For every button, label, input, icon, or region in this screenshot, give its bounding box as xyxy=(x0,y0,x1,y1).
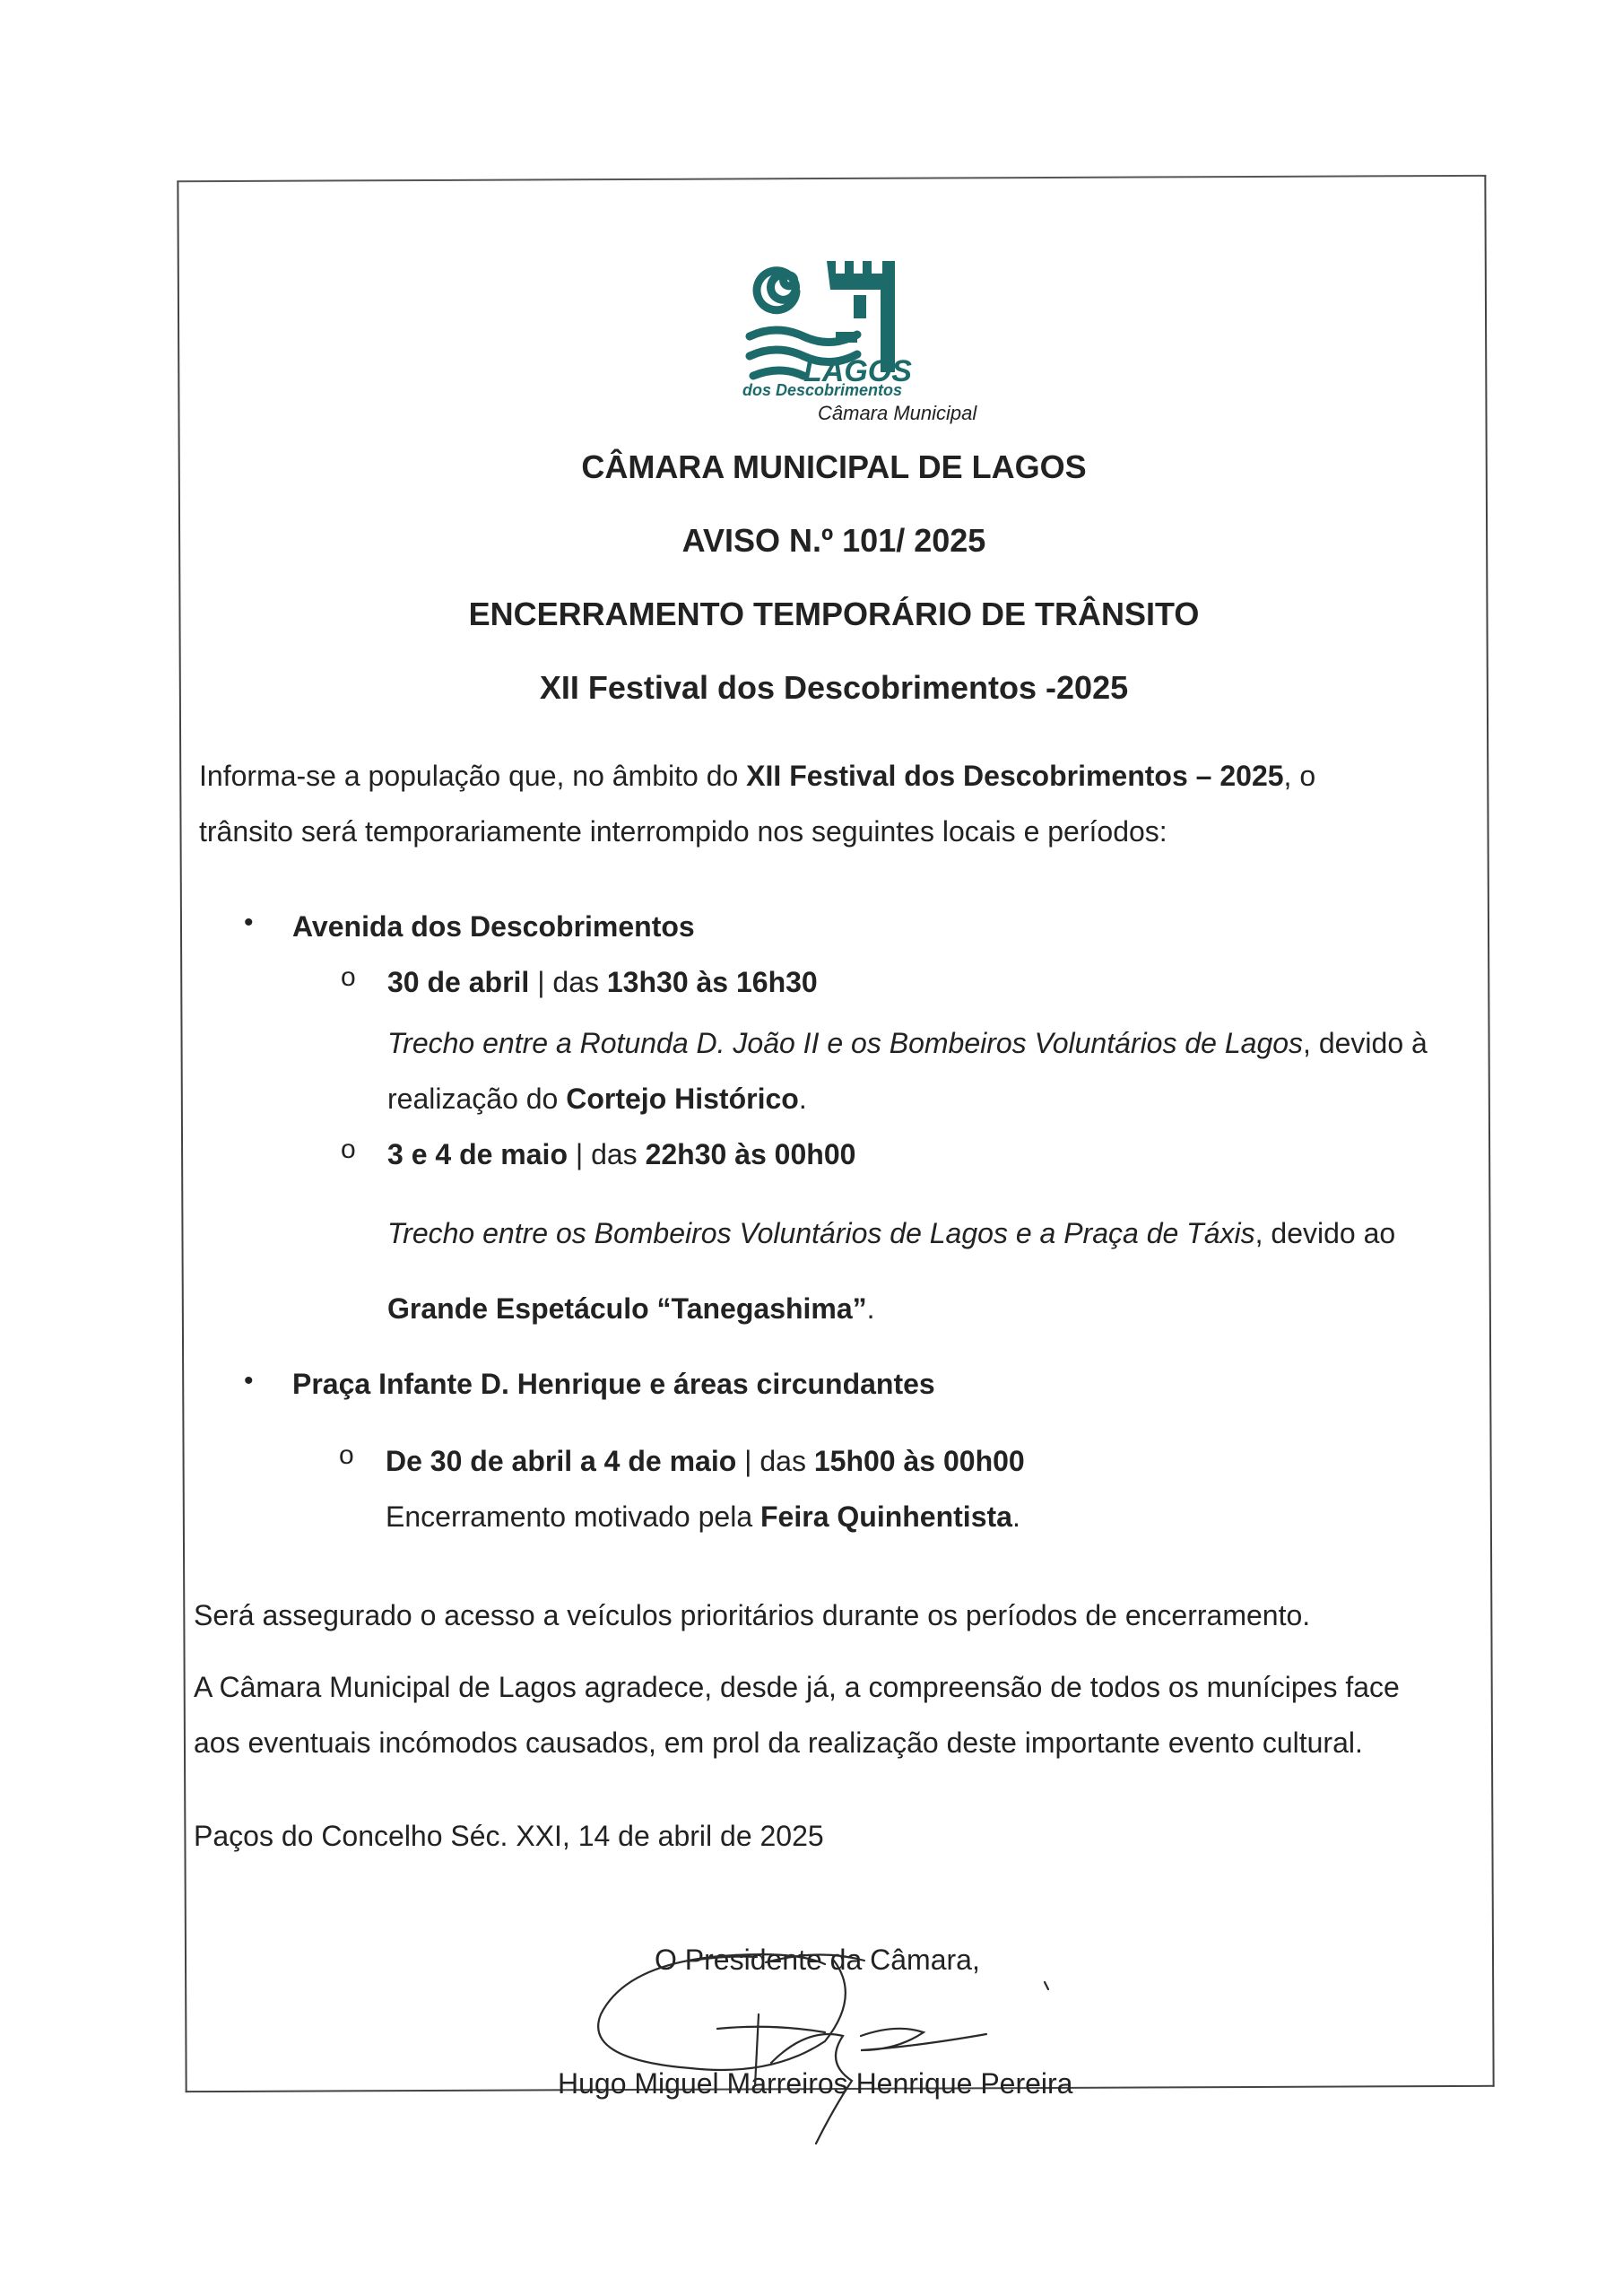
sub-bullet: o xyxy=(339,1440,354,1470)
notice-subject: ENCERRAMENTO TEMPORÁRIO DE TRÂNSITO xyxy=(468,596,1200,632)
handwritten-signature xyxy=(556,1928,1112,2161)
period-reason: realização do Cortejo Histórico. xyxy=(387,1083,807,1115)
signature-name: Hugo Miguel Marreiros Henrique Pereira xyxy=(558,2067,1073,2100)
period-line: 30 de abril | das 13h30 às 16h30 xyxy=(387,966,818,998)
place-date: Paços do Concelho Séc. XXI, 14 de abril de 2025 xyxy=(194,1820,824,1852)
signature-role: O Presidente da Câmara, xyxy=(655,1944,980,1976)
intro-line-1: Informa-se a população que, no âmbito do XII Festival dos Descobrimentos – 2025, o xyxy=(199,760,1316,792)
location-name: Avenida dos Descobrimentos xyxy=(292,910,695,943)
institution-title: CÂMARA MUNICIPAL DE LAGOS xyxy=(581,448,1087,485)
priority-note: Será assegurado o acesso a veículos prioritários durante os períodos de encerramento. xyxy=(194,1599,1311,1631)
logo-brand: LAGOS xyxy=(803,354,912,388)
thanks-line-2: aos eventuais incómodos causados, em prol da realização deste importante evento cultural. xyxy=(194,1726,1363,1759)
thanks-line-1: A Câmara Municipal de Lagos agradece, desde já, a compreensão de todos os munícipes face xyxy=(194,1671,1400,1703)
location-name: Praça Infante D. Henrique e áreas circundantes xyxy=(292,1368,935,1400)
period-line: 3 e 4 de maio | das 22h30 às 00h00 xyxy=(387,1138,856,1170)
period-description: Trecho entre a Rotunda D. João II e os Bombeiros Voluntários de Lagos, devido à xyxy=(387,1027,1428,1059)
notice-number: AVISO N.º 101/ 2025 xyxy=(681,522,986,559)
event-title: XII Festival dos Descobrimentos -2025 xyxy=(539,669,1129,706)
period-line: De 30 de abril a 4 de maio | das 15h00 às 00h00 xyxy=(386,1445,1025,1477)
period-reason: Encerramento motivado pela Feira Quinhentista. xyxy=(386,1500,1020,1533)
logo-subtitle: Câmara Municipal xyxy=(818,402,977,424)
bullet: • xyxy=(244,908,254,937)
bullet: • xyxy=(244,1366,254,1396)
sub-bullet: o xyxy=(341,1135,356,1164)
sub-bullet: o xyxy=(341,962,356,992)
intro-event: XII Festival dos Descobrimentos – 2025 xyxy=(746,760,1284,792)
period-description: Trecho entre os Bombeiros Voluntários de Lagos e a Praça de Táxis, devido ao xyxy=(387,1217,1396,1249)
intro-line-2: trânsito será temporariamente interrompido nos seguintes locais e períodos: xyxy=(199,815,1167,848)
period-reason: Grande Espetáculo “Tanegashima”. xyxy=(387,1292,875,1325)
logo-tagline: dos Descobrimentos xyxy=(742,381,903,399)
